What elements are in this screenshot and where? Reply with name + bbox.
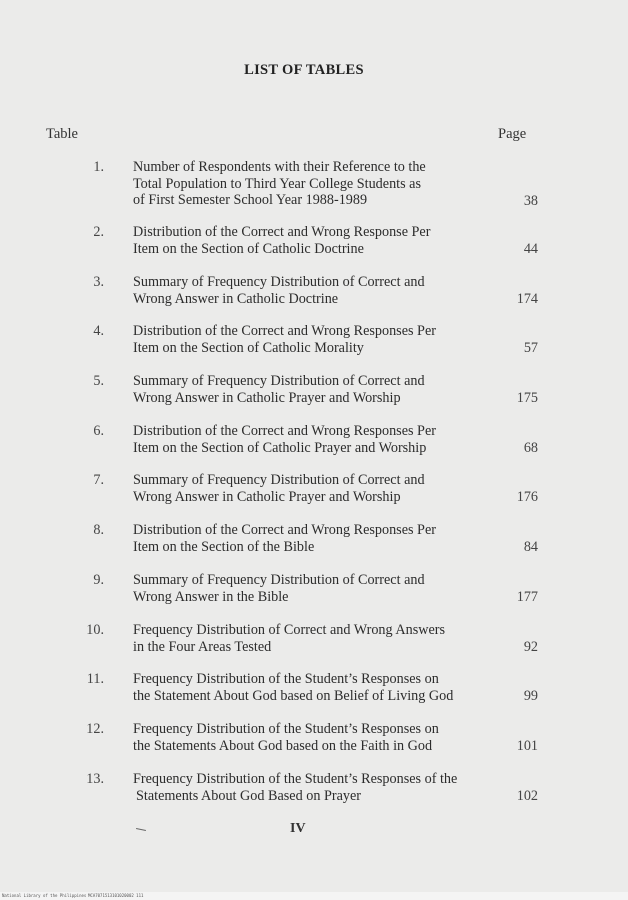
entry-line: Distribution of the Correct and Wrong Responses Per	[133, 522, 436, 538]
entry-description	[133, 572, 493, 605]
entry-number: 6.	[93, 423, 104, 439]
page-number: IV	[290, 821, 306, 836]
entry-line: Frequency Distribution of Correct and Wrong Answers	[133, 622, 446, 638]
entry-page: 44	[523, 241, 538, 257]
entry-line: Summary of Frequency Distribution of Correct and	[133, 274, 425, 290]
entry-page: 101	[516, 738, 538, 754]
entry-number: 1.	[93, 159, 104, 175]
entry-description	[133, 323, 493, 356]
entry-page: 68	[523, 440, 538, 456]
entry-line: Total Population to Third Year College Students as	[133, 175, 421, 192]
entry-line: Wrong Answer in the Bible	[133, 588, 289, 605]
entry-line: Summary of Frequency Distribution of Correct and	[133, 472, 425, 488]
entry-page: 177	[516, 589, 538, 605]
entry-number: 10.	[86, 622, 104, 638]
entry-page: 102	[516, 788, 538, 804]
entry-number: 7.	[93, 472, 104, 488]
entry-number: 8.	[93, 522, 104, 538]
entry-line: Distribution of the Correct and Wrong Responses Per	[133, 323, 436, 339]
entry-line: of First Semester School Year 1988-1989	[133, 192, 368, 208]
entry-line: Wrong Answer in Catholic Prayer and Worship	[133, 389, 401, 406]
page-title: LIST OF TABLES	[244, 62, 364, 78]
entry-description	[133, 373, 493, 406]
entry-page: 176	[516, 489, 538, 505]
entry-line: Statements About God Based on Prayer	[136, 787, 361, 804]
entry-description	[133, 224, 493, 257]
entry-description	[133, 274, 493, 307]
entry-line: Number of Respondents with their Reference to the	[133, 159, 426, 175]
entry-description	[133, 522, 493, 555]
entry-number: 13.	[86, 771, 104, 787]
entry-description	[133, 423, 493, 456]
entry-line: in the Four Areas Tested	[133, 638, 272, 655]
entry-number: 11.	[86, 671, 104, 687]
entry-page: 57	[523, 340, 538, 356]
entry-line: the Statement About God based on Belief of Living God	[133, 687, 454, 704]
entry-line: Distribution of the Correct and Wrong Responses Per	[133, 423, 436, 439]
entry-line: Wrong Answer in Catholic Prayer and Worship	[133, 488, 401, 505]
entry-description	[133, 622, 493, 655]
entry-page: 38	[523, 193, 538, 209]
entry-line: Item on the Section of the Bible	[133, 538, 315, 555]
entry-line: Frequency Distribution of the Student’s Responses on	[133, 671, 439, 687]
table-column-header: Table	[46, 126, 78, 142]
entry-line: the Statements About God based on the Faith in God	[133, 737, 433, 754]
entry-line: Summary of Frequency Distribution of Correct and	[133, 373, 425, 389]
entry-page: 92	[523, 639, 538, 655]
entry-description	[133, 671, 493, 704]
stray-mark	[136, 828, 146, 831]
entry-line: Summary of Frequency Distribution of Correct and	[133, 572, 425, 588]
entry-description	[133, 721, 493, 754]
page-column-header: Page	[498, 126, 527, 142]
entry-page: 174	[516, 291, 538, 307]
entry-line: Item on the Section of Catholic Morality	[133, 339, 364, 356]
entry-description	[133, 771, 493, 804]
entry-number: 2.	[93, 224, 104, 240]
entry-line: Frequency Distribution of the Student’s Responses of the	[133, 771, 458, 787]
scan-id-label: MCA7071513101020002 111	[88, 893, 144, 898]
scan-footer-strip	[0, 892, 628, 900]
entry-line: Item on the Section of Catholic Doctrine	[133, 240, 364, 257]
entry-line: Frequency Distribution of the Student’s Responses on	[133, 721, 439, 737]
entry-number: 3.	[93, 274, 104, 290]
entry-page: 84	[523, 539, 538, 555]
entry-number: 12.	[86, 721, 104, 737]
entry-description	[133, 159, 493, 209]
entry-page: 175	[516, 390, 538, 406]
entry-page: 99	[523, 688, 538, 704]
entry-number: 4.	[93, 323, 104, 339]
entry-line: Wrong Answer in Catholic Doctrine	[133, 290, 339, 307]
entry-number: 9.	[93, 572, 104, 588]
scan-library-label: National Library of the Philippines	[2, 893, 87, 898]
entry-line: Item on the Section of Catholic Prayer and Worship	[133, 439, 427, 456]
entry-description	[133, 472, 493, 505]
entry-number: 5.	[93, 373, 104, 389]
entry-line: Distribution of the Correct and Wrong Response Per	[133, 224, 431, 240]
